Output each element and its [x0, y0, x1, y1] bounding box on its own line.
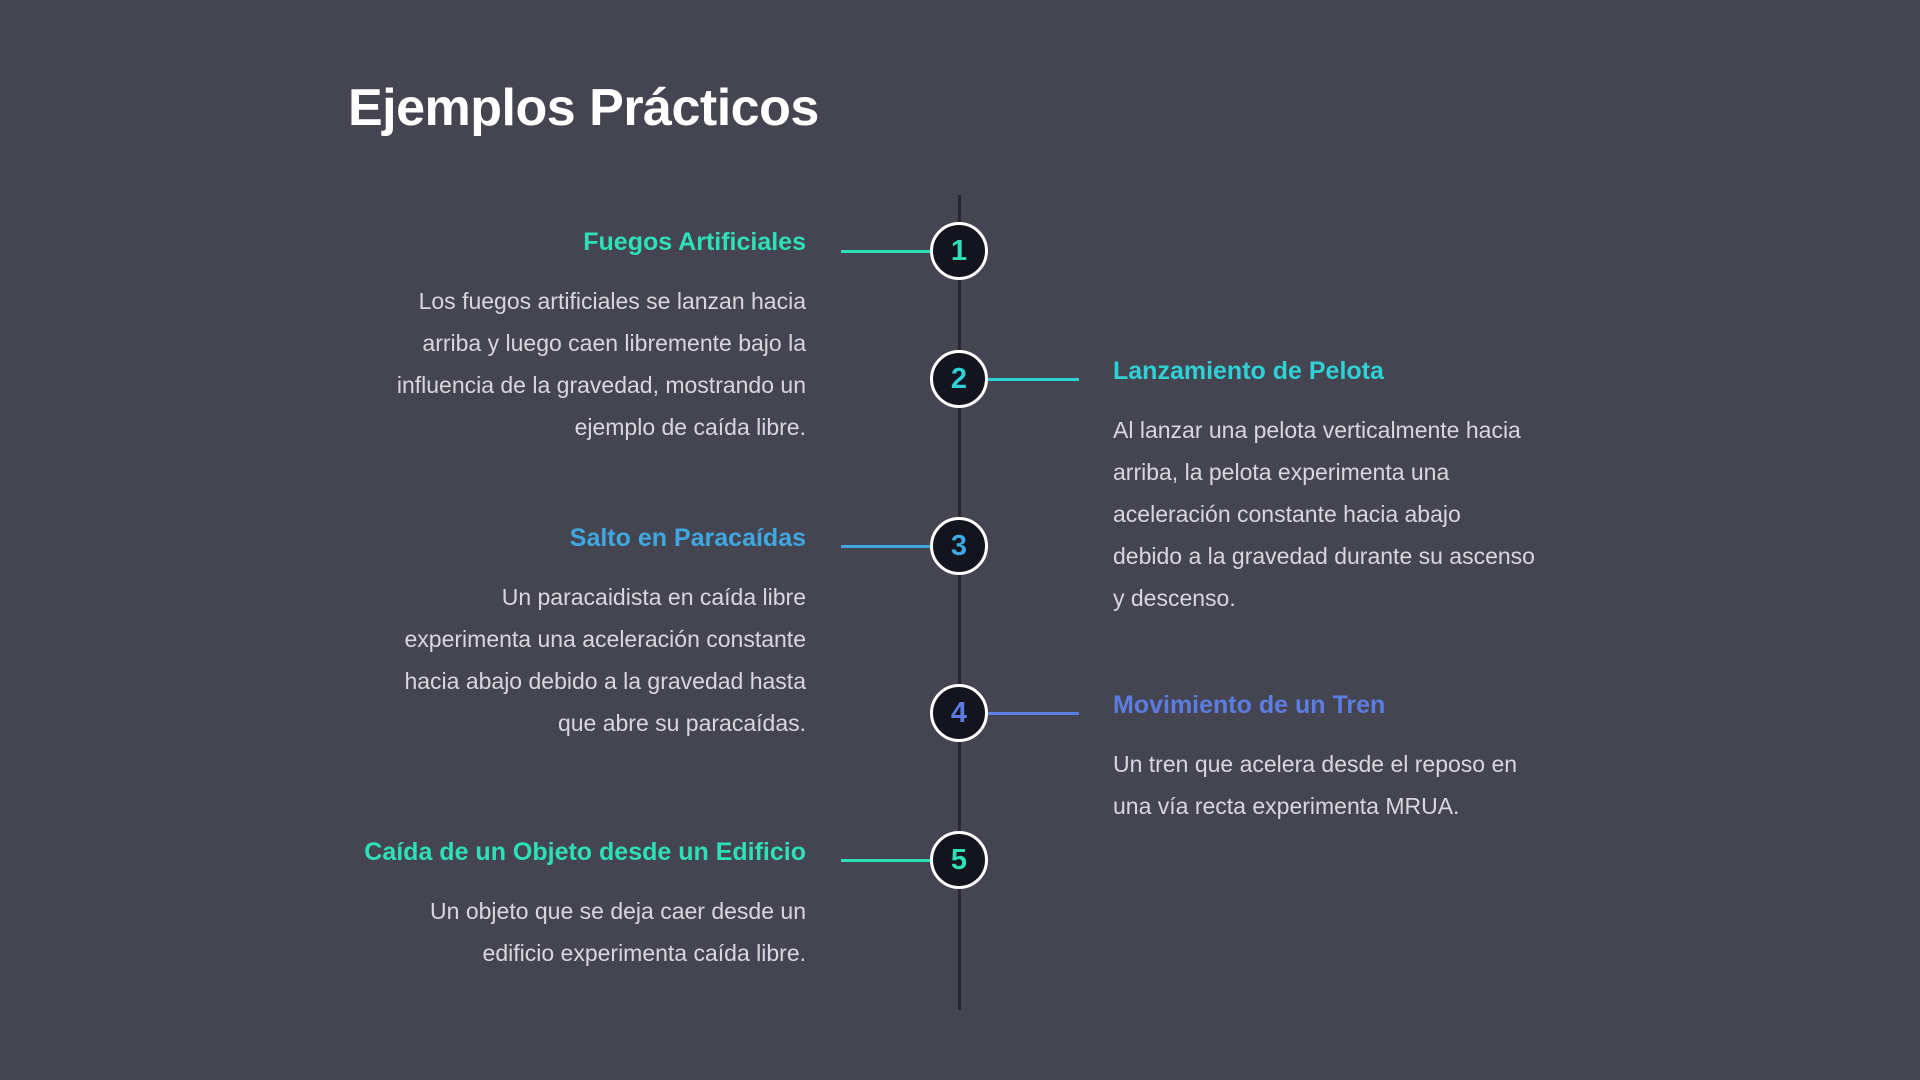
description-line: Un objeto que se deja caer desde un	[430, 898, 806, 924]
description-line: experimenta una aceleración constante	[404, 626, 806, 652]
item-description	[404, 576, 806, 744]
timeline-item-fuegos-artificiales	[397, 224, 806, 448]
timeline-item-lanzamiento-de-pelota	[1113, 353, 1535, 619]
step-number-4: 4	[950, 696, 968, 729]
item-title: Salto en Paracaídas	[569, 524, 806, 552]
description-line: influencia de la gravedad, mostrando un	[396, 372, 806, 398]
connector-line-2	[987, 378, 1079, 381]
step-number-2: 2	[950, 362, 968, 395]
description-line: arriba y luego caen libremente bajo la	[422, 330, 806, 356]
timeline-item-salto-en-paracaidas	[404, 520, 806, 744]
item-description	[1113, 409, 1535, 619]
connector-line-4	[987, 712, 1079, 715]
description-line: Los fuegos artificiales se lanzan hacia	[418, 288, 806, 314]
slide-title: Ejemplos Prácticos	[348, 79, 819, 137]
description-line: Un tren que acelera desde el reposo en	[1113, 751, 1518, 777]
step-marker-1	[930, 222, 988, 280]
item-title: Lanzamiento de Pelota	[1113, 357, 1384, 385]
item-title: Fuegos Artificiales	[583, 228, 806, 256]
item-title: Caída de un Objeto desde un Edificio	[364, 838, 806, 866]
step-marker-4	[930, 684, 988, 742]
description-line: aceleración constante hacia abajo	[1113, 501, 1461, 527]
connector-line-5	[841, 859, 933, 862]
description-line: y descenso.	[1113, 585, 1236, 611]
step-marker-5	[930, 831, 988, 889]
item-description	[397, 280, 806, 448]
description-line: Al lanzar una pelota verticalmente hacia	[1113, 417, 1521, 443]
connector-line-1	[841, 250, 933, 253]
description-line: arriba, la pelota experimenta una	[1113, 459, 1450, 485]
description-line: hacia abajo debido a la gravedad hasta	[404, 668, 806, 694]
description-line: debido a la gravedad durante su ascenso	[1113, 543, 1535, 569]
step-number-3: 3	[950, 529, 968, 562]
description-line: que abre su paracaídas.	[557, 710, 806, 736]
step-marker-2	[930, 350, 988, 408]
description-line: edificio experimenta caída libre.	[482, 940, 806, 966]
step-marker-3	[930, 517, 988, 575]
step-number-5: 5	[950, 843, 968, 876]
description-line: ejemplo de caída libre.	[574, 414, 806, 440]
timeline-item-caida-de-un-objeto	[364, 834, 806, 974]
item-title: Movimiento de un Tren	[1113, 691, 1386, 719]
description-line: Un paracaidista en caída libre	[501, 584, 806, 610]
description-line: una vía recta experimenta MRUA.	[1113, 793, 1460, 819]
connector-line-3	[841, 545, 933, 548]
item-description	[364, 890, 806, 974]
item-description	[1113, 743, 1517, 827]
timeline-item-movimiento-de-un-tren	[1113, 687, 1517, 827]
step-number-1: 1	[950, 234, 968, 267]
